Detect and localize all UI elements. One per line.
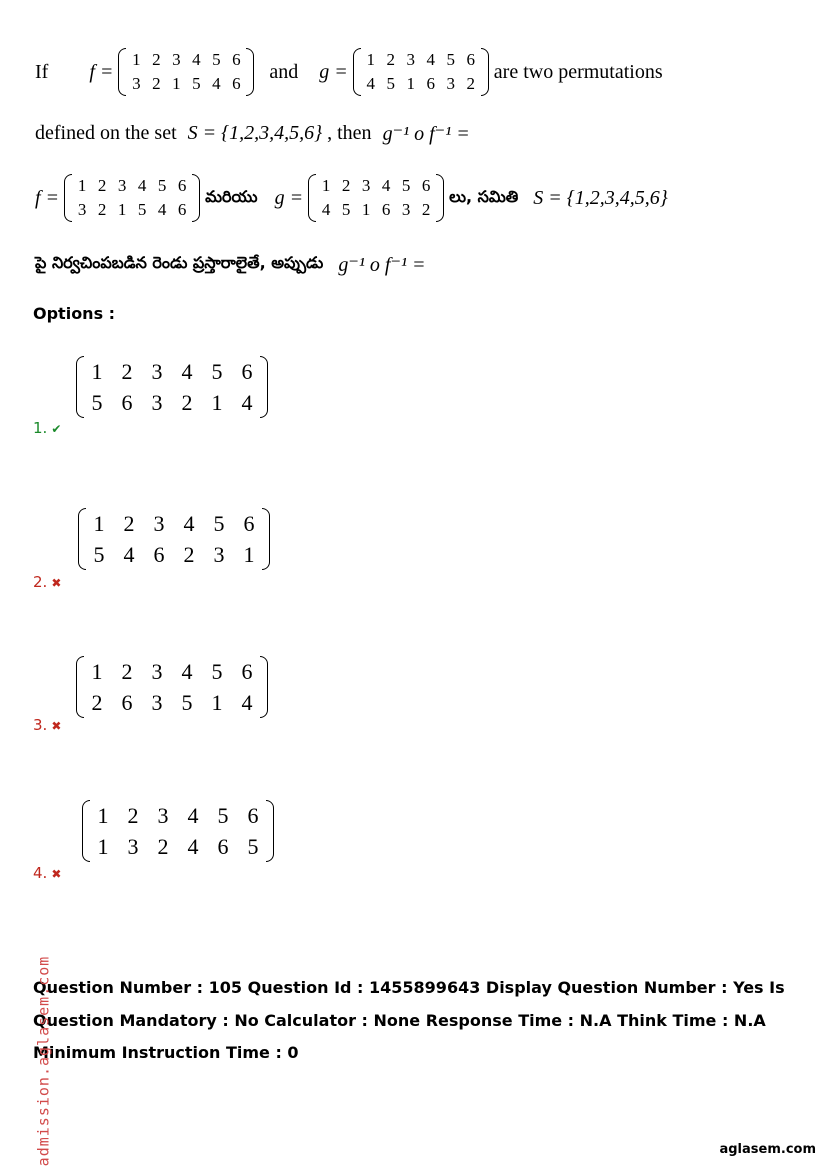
option-2-label (33, 573, 61, 591)
option-3-matrix[interactable] (76, 656, 268, 718)
watermark: admission.aglasem.com (34, 955, 53, 1167)
matrix-cell: 1 (406, 74, 416, 93)
matrix-cell: 3 (132, 74, 141, 93)
matrix-cell: 3 (151, 659, 163, 684)
matrix-cell: 1 (243, 542, 255, 567)
option-4-label (33, 864, 61, 882)
matrix-cell: 2 (421, 200, 431, 219)
matrix-cell: 4 (366, 74, 376, 93)
option-1-label (33, 419, 61, 437)
g-matrix-bottom-row (361, 72, 481, 96)
g-matrix (353, 48, 489, 96)
f-label: f = (89, 60, 114, 83)
matrix-cell: 2 (466, 74, 476, 93)
matrix-cell: 4 (426, 50, 436, 69)
set-s: S = {1,2,3,4,5,6} (187, 122, 323, 144)
option-2-top-row (84, 508, 264, 539)
matrix-cell: 3 (172, 50, 181, 69)
matrix-cell: 6 (153, 542, 165, 567)
cross-icon: ✖ (51, 719, 62, 733)
f-matrix-te (64, 174, 200, 222)
matrix-cell: 5 (137, 200, 147, 219)
f-matrix (118, 48, 254, 96)
matrix-cell: 4 (123, 542, 135, 567)
matrix-cell: 4 (183, 511, 195, 536)
matrix-cell: 2 (152, 74, 161, 93)
cross-icon: ✖ (51, 867, 62, 881)
option-1-top-row (82, 356, 262, 387)
matrix-cell: 1 (93, 511, 105, 536)
matrix-cell: 3 (361, 176, 371, 195)
option-1-bottom-row (82, 387, 262, 418)
matrix-cell: 6 (121, 690, 133, 715)
set-s-te: S = {1,2,3,4,5,6} (533, 186, 668, 209)
matrix-cell: 2 (121, 659, 133, 684)
matrix-cell: 1 (117, 200, 127, 219)
matrix-cell: 3 (401, 200, 411, 219)
matrix-cell: 2 (97, 176, 107, 195)
option-1-number: 1. (33, 419, 48, 437)
matrix-cell: 5 (91, 390, 103, 415)
matrix-cell: 5 (217, 803, 229, 828)
matrix-cell: 1 (211, 690, 223, 715)
and-label: and (269, 60, 299, 83)
matrix-cell: 5 (181, 690, 193, 715)
matrix-cell: 6 (177, 176, 187, 195)
matrix-cell: 1 (211, 390, 223, 415)
option-2-bottom-row (84, 539, 264, 570)
matrix-cell: 6 (217, 834, 229, 859)
option-4-bottom-row (88, 831, 268, 862)
matrix-cell: 2 (121, 359, 133, 384)
defined-on-text: defined on the set (35, 122, 177, 144)
option-4-number: 4. (33, 864, 48, 882)
matrix-cell: 2 (181, 390, 193, 415)
matrix-cell: 4 (192, 50, 201, 69)
are-two-text: are two permutations (493, 60, 663, 83)
expr-text: g⁻¹ o f⁻¹ = (382, 123, 470, 145)
matrix-cell: 5 (401, 176, 411, 195)
check-icon: ✔ (51, 422, 62, 436)
matrix-cell: 3 (157, 803, 169, 828)
matrix-cell: 5 (341, 200, 351, 219)
footer-brand: aglasem.com (719, 1142, 816, 1157)
f-matrix-te-bottom-row (72, 198, 192, 222)
telugu-lu-samithi: లు, సమితి (449, 186, 519, 206)
g-matrix-te-top-row (316, 174, 436, 198)
matrix-cell: 5 (247, 834, 259, 859)
matrix-cell: 3 (213, 542, 225, 567)
matrix-cell: 6 (121, 390, 133, 415)
matrix-cell: 5 (157, 176, 167, 195)
matrix-cell: 1 (91, 659, 103, 684)
question-meta: Question Number : 105 Question Id : 1455899643 Display Question Number : Yes Is Question Mandatory : No Calculator : None Response Time : N.A Think Time : N.A Minimum Instruction Time : 0 (33, 978, 785, 1062)
matrix-cell: 3 (153, 511, 165, 536)
matrix-cell: 2 (341, 176, 351, 195)
expr-text-te: g⁻¹ o f⁻¹ = (338, 254, 426, 276)
question-line-3-telugu (35, 174, 668, 222)
matrix-cell: 2 (157, 834, 169, 859)
matrix-cell: 2 (152, 50, 161, 69)
matrix-cell: 1 (321, 176, 331, 195)
matrix-cell: 3 (77, 200, 87, 219)
matrix-cell: 1 (132, 50, 141, 69)
matrix-cell: 5 (192, 74, 201, 93)
option-3-top-row (82, 656, 262, 687)
matrix-cell: 1 (361, 200, 371, 219)
matrix-cell: 4 (187, 803, 199, 828)
matrix-cell: 4 (181, 359, 193, 384)
matrix-cell: 1 (172, 74, 181, 93)
if-label: If (35, 60, 49, 83)
matrix-cell: 1 (97, 803, 109, 828)
question-line-1 (35, 48, 663, 96)
then-text: , then (327, 122, 372, 144)
matrix-cell: 1 (91, 359, 103, 384)
telugu-mariyu: మరియు (205, 186, 258, 206)
matrix-cell: 4 (212, 74, 221, 93)
g-label-te: g = (274, 186, 304, 209)
matrix-cell: 6 (232, 74, 241, 93)
cross-icon: ✖ (51, 576, 62, 590)
matrix-cell: 6 (241, 659, 253, 684)
matrix-cell: 5 (93, 542, 105, 567)
option-4-top-row (88, 800, 268, 831)
matrix-cell: 5 (211, 359, 223, 384)
matrix-cell: 1 (77, 176, 87, 195)
matrix-cell: 6 (243, 511, 255, 536)
matrix-cell: 4 (137, 176, 147, 195)
matrix-cell: 3 (151, 359, 163, 384)
matrix-cell: 3 (406, 50, 416, 69)
matrix-cell: 2 (386, 50, 396, 69)
matrix-cell: 4 (187, 834, 199, 859)
matrix-cell: 5 (213, 511, 225, 536)
matrix-cell: 1 (366, 50, 376, 69)
matrix-cell: 5 (446, 50, 456, 69)
matrix-cell: 4 (181, 659, 193, 684)
matrix-cell: 2 (123, 511, 135, 536)
telugu-line-2: పై నిర్వచింపబడిన రెండు ప్రస్తారాలైతే, అప్పుడు (35, 253, 324, 272)
matrix-cell: 1 (97, 834, 109, 859)
matrix-cell: 4 (381, 176, 391, 195)
option-4-matrix[interactable] (82, 800, 274, 862)
matrix-cell: 3 (151, 390, 163, 415)
matrix-cell: 6 (421, 176, 431, 195)
options-heading: Options : (33, 304, 116, 323)
matrix-cell: 3 (127, 834, 139, 859)
question-line-2 (35, 121, 470, 146)
matrix-cell: 3 (446, 74, 456, 93)
matrix-cell: 4 (157, 200, 167, 219)
matrix-cell: 6 (381, 200, 391, 219)
matrix-cell: 4 (241, 390, 253, 415)
g-matrix-te (308, 174, 444, 222)
option-2-number: 2. (33, 573, 48, 591)
matrix-cell: 5 (211, 659, 223, 684)
question-line-4-telugu (35, 252, 426, 277)
option-3-number: 3. (33, 716, 48, 734)
f-matrix-top-row (126, 48, 246, 72)
option-1-matrix[interactable] (76, 356, 268, 418)
f-matrix-te-top-row (72, 174, 192, 198)
option-3-label (33, 716, 61, 734)
g-label: g = (319, 60, 348, 83)
matrix-cell: 2 (91, 690, 103, 715)
g-matrix-te-bottom-row (316, 198, 436, 222)
matrix-cell: 6 (426, 74, 436, 93)
f-label-te: f = (35, 186, 60, 209)
matrix-cell: 2 (97, 200, 107, 219)
matrix-cell: 4 (241, 690, 253, 715)
matrix-cell: 5 (212, 50, 221, 69)
option-2-matrix[interactable] (78, 508, 270, 570)
matrix-cell: 6 (241, 359, 253, 384)
matrix-cell: 2 (183, 542, 195, 567)
matrix-cell: 6 (466, 50, 476, 69)
matrix-cell: 6 (177, 200, 187, 219)
matrix-cell: 6 (247, 803, 259, 828)
matrix-cell: 3 (117, 176, 127, 195)
option-3-bottom-row (82, 687, 262, 718)
matrix-cell: 3 (151, 690, 163, 715)
f-matrix-bottom-row (126, 72, 246, 96)
matrix-cell: 5 (386, 74, 396, 93)
matrix-cell: 4 (321, 200, 331, 219)
matrix-cell: 6 (232, 50, 241, 69)
g-matrix-top-row (361, 48, 481, 72)
matrix-cell: 2 (127, 803, 139, 828)
